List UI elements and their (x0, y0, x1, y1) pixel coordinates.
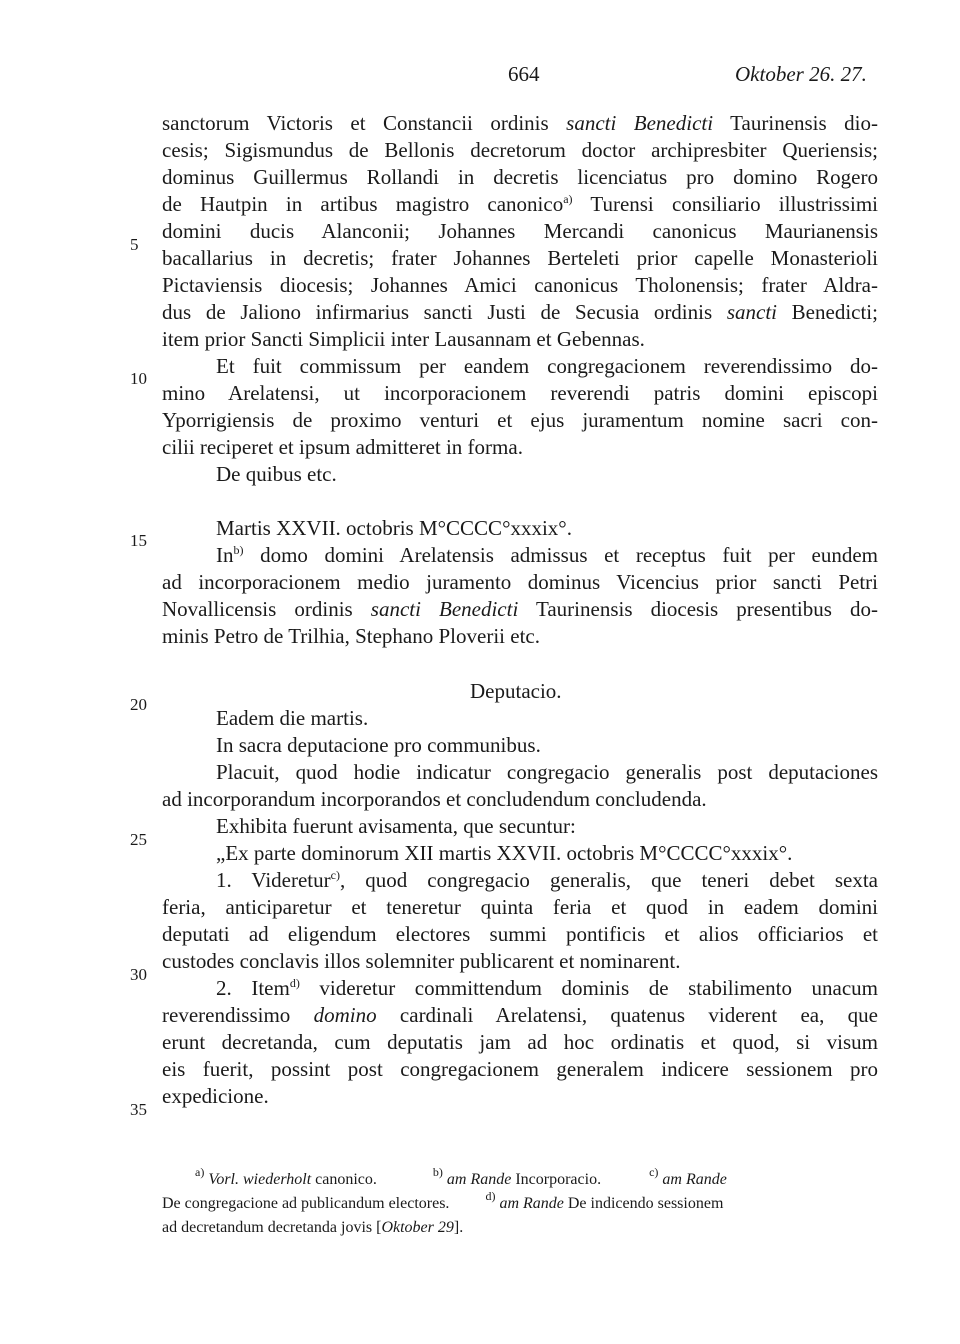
text-line: erunt decretanda, cum deputatis jam ad hoc ordinatis et quod, si visum (162, 1030, 878, 1054)
text-line: Yporrigiensis de proximo venturi et ejus juramentum nomine sacri con- (162, 408, 878, 432)
text-line: ad incorporandum incorporandos et concludendum concludenda. (162, 787, 707, 811)
text-line: ad incorporacionem medio juramento dominus Vicencius prior sancti Petri (162, 570, 878, 594)
footnote-line: ad decretandum decretanda jovis [Oktober 29]. (162, 1219, 464, 1236)
footnote-line: De congregacione ad publicandum electores. $^{d)}$ am Rande De indicendo sessionem (162, 1189, 724, 1212)
footnote-ref: c) (330, 868, 340, 882)
running-head: Oktober 26. 27. (735, 62, 867, 86)
text-line: Et fuit commissum per eandem congregacionem reverendissimo do- (216, 354, 878, 378)
text-line: deputati ad eligendum electores summi pontificis et alios officiarios et (162, 922, 878, 946)
text-line: Pictaviensis diocesis; Johannes Amici canonicus Tholonensis; frater Aldra- (162, 273, 878, 297)
line-number: 20 (130, 695, 147, 714)
text-line: In$^{b)}$ domo domini Arelatensis admissus et receptus fuit per eundem (216, 543, 878, 567)
line-number: 25 (130, 830, 147, 849)
text-line: 2. Item$^{d)}$ videretur committendum dominis de stabilimento unacum (216, 976, 878, 1000)
text-line: 1. Videretur$^{c)}$, quod congregacio generalis, que teneri debet sexta (216, 868, 878, 892)
text-line: cilii reciperet et ipsum admitteret in forma. (162, 435, 523, 459)
text-line: In sacra deputacione pro communibus. (216, 733, 541, 757)
text-line: de Hautpin in artibus magistro canonico$^{a)}$ Turensi consiliario illustrissimi (162, 192, 878, 216)
text-line: reverendissimo domino cardinali Arelatensi, quatenus viderent ea, que (162, 1003, 878, 1027)
text-line: Novallicensis ordinis sancti Benedicti Taurinensis diocesis presentibus do- (162, 597, 878, 621)
text-line: domini ducis Alanconii; Johannes Mercandi canonicus Maurianensis (162, 219, 878, 243)
section-heading: Deputacio. (470, 679, 562, 703)
text-line: De quibus etc. (216, 462, 337, 486)
date-heading: Martis XXVII. octobris M°CCCC°xxxix°. (216, 516, 572, 540)
text-line: feria, anticiparetur et teneretur quinta feria et quod in eadem domini (162, 895, 878, 919)
text-line: dus de Jaliono infirmarius sancti Justi de Secusia ordinis sancti Benedicti; (162, 300, 878, 324)
line-number: 5 (130, 235, 139, 254)
page-header (0, 62, 960, 92)
footnote-ref: d) (289, 976, 300, 990)
text-line: custodes conclavis illos solemniter publicarent et nominarent. (162, 949, 681, 973)
text-line: mino Arelatensi, ut incorporacionem reverendi patris domini episcopi (162, 381, 878, 405)
text-line: „Ex parte dominorum XII martis XXVII. octobris M°CCCC°xxxix°. (216, 841, 793, 865)
text-line: cesis; Sigismundus de Bellonis decretorum doctor archipresbiter Queriensis; (162, 138, 878, 162)
footnote-line: $^{a)}$ Vorl. wiederholt canonico. $^{b)}$ am Rande Incorporacio. $^{c)}$ am Rande (195, 1165, 727, 1188)
text-line: Placuit, quod hodie indicatur congregacio generalis post deputaciones (216, 760, 878, 784)
text-line: expedicione. (162, 1084, 269, 1108)
line-number: 10 (130, 369, 147, 388)
page-number: 664 (508, 62, 540, 86)
text-line: minis Petro de Trilhia, Stephano Ploverii etc. (162, 624, 540, 648)
text-line: sanctorum Victoris et Constancii ordinis sancti Benedicti Taurinensis dio- (162, 111, 878, 135)
footnote-ref: b) (233, 543, 244, 557)
text-line: item prior Sancti Simplicii inter Lausannam et Gebennas. (162, 327, 645, 351)
line-number: 35 (130, 1100, 147, 1119)
text-line: Exhibita fuerunt avisamenta, que secuntur: (216, 814, 576, 838)
text-line: bacallarius in decretis; frater Johannes Berteleti prior capelle Monasterioli (162, 246, 878, 270)
line-number: 30 (130, 965, 147, 984)
text-line: dominus Guillermus Rollandi in decretis licenciatus pro domino Rogero (162, 165, 878, 189)
text-line: Eadem die martis. (216, 706, 369, 730)
line-number: 15 (130, 531, 147, 550)
footnote-ref: a) (563, 192, 573, 206)
text-line: eis fuerit, possint post congregacionem generalem indicere sessionem pro (162, 1057, 878, 1081)
